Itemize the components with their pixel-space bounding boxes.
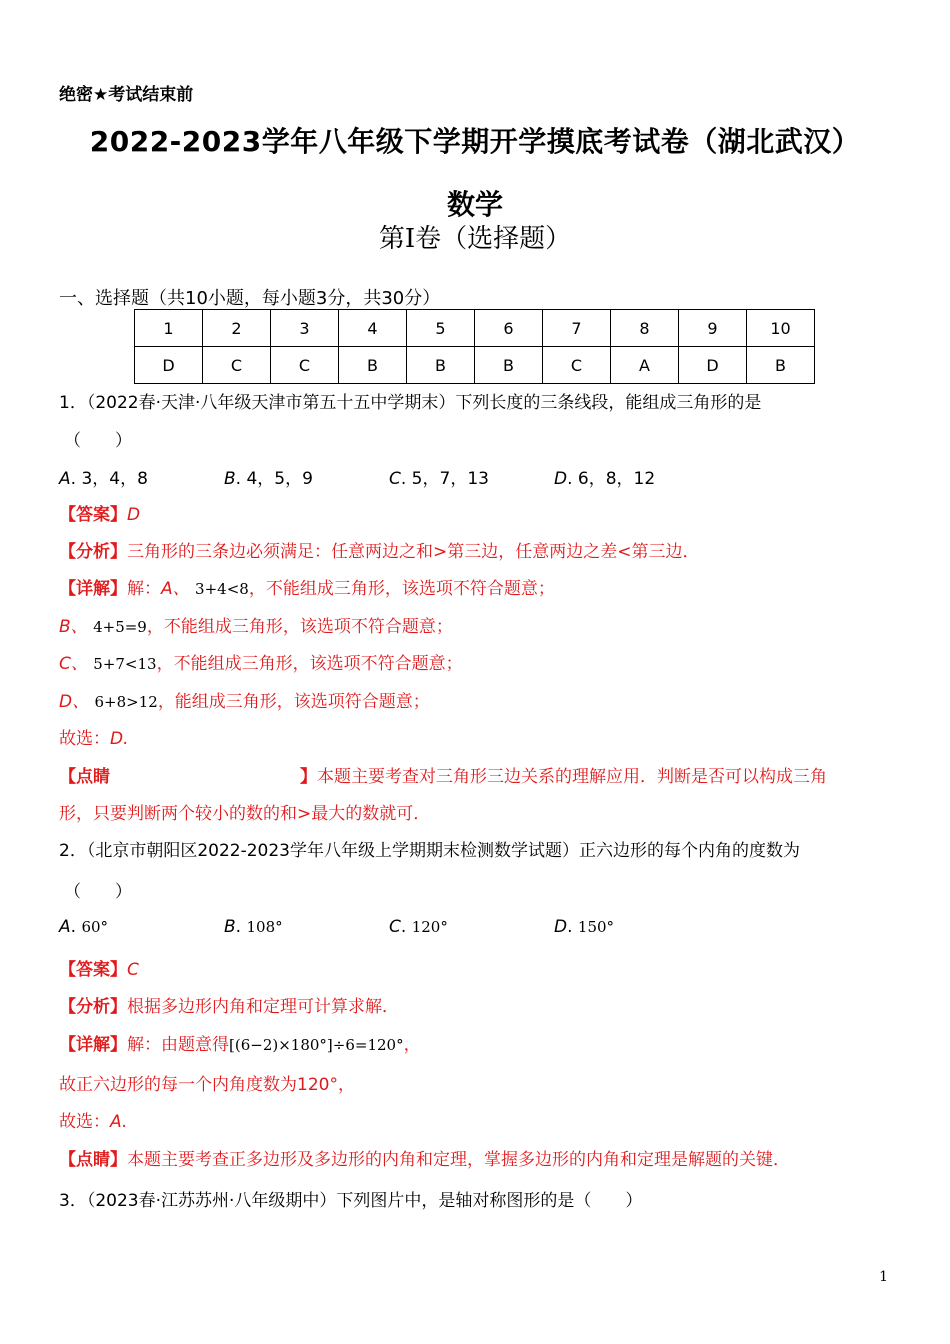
q2-option-a: A. 60° bbox=[59, 917, 109, 937]
q2-analysis bbox=[59, 992, 399, 1017]
answer-value: D bbox=[127, 505, 141, 525]
q1-option-c bbox=[389, 464, 489, 489]
comment-label-close: 】 bbox=[300, 767, 317, 787]
answer-label: 【答案】 bbox=[59, 505, 127, 525]
table-cell: B bbox=[475, 347, 543, 384]
detail-math: [(6−2)×180°]÷6=120° bbox=[229, 1036, 404, 1054]
option-letter: B bbox=[224, 917, 236, 937]
option-text: 60° bbox=[81, 918, 109, 936]
detail-letter: A、 bbox=[161, 579, 190, 599]
q2-answer bbox=[59, 955, 139, 980]
option-letter: C bbox=[389, 469, 401, 489]
exam-title: 2022-2023学年八年级下学期开学摸底考试卷（湖北武汉） bbox=[89, 125, 861, 158]
option-text: . 3，4，8 bbox=[70, 469, 148, 489]
q2-paren: （ ） bbox=[64, 882, 132, 902]
q1-option-b bbox=[224, 464, 313, 489]
table-cell: D bbox=[135, 347, 203, 384]
subject-title: 数学 bbox=[446, 188, 503, 221]
secret-label: 绝密★考试结束前 bbox=[59, 85, 194, 105]
analysis-label: 【分析】 bbox=[59, 542, 127, 562]
detail-math: 6+8>12 bbox=[94, 693, 158, 711]
q1-option-a bbox=[59, 464, 148, 489]
option-letter: A bbox=[59, 469, 71, 489]
detail-math: 4+5=9 bbox=[93, 618, 147, 636]
answer-table-answers-row bbox=[135, 347, 815, 384]
option-text: 150° bbox=[577, 918, 615, 936]
q2-detail-line2: 故正六边形的每一个内角度数为120°， bbox=[59, 1075, 355, 1095]
answer-value: C bbox=[127, 960, 139, 980]
table-cell: 5 bbox=[407, 310, 475, 347]
q2-stem: 2．（北京市朝阳区2022-2023学年八年级上学期期末检测数学试题）正六边形的每个内角的度数为 bbox=[59, 841, 800, 861]
table-cell: 2 bbox=[203, 310, 271, 347]
q2-option-c: C. 120° bbox=[389, 917, 448, 937]
analysis-text: 三角形的三条边必须满足：任意两边之和>第三边，任意两边之差<第三边． bbox=[127, 542, 700, 562]
detail-jie: 解： bbox=[127, 579, 161, 599]
analysis-text: 根据多边形内角和定理可计算求解． bbox=[127, 997, 399, 1017]
table-cell: 4 bbox=[339, 310, 407, 347]
q1-option-d bbox=[554, 464, 655, 489]
q1-detail-a bbox=[59, 574, 555, 599]
table-cell: B bbox=[407, 347, 475, 384]
q1-comment-line2: 形，只要判断两个较小的数的和>最大的数就可． bbox=[59, 804, 431, 824]
detail-label: 【详解】 bbox=[59, 579, 127, 599]
table-cell: A bbox=[611, 347, 679, 384]
detail-jie: 解： bbox=[127, 1035, 161, 1055]
comment-text: 本题主要考查对三角形三边关系的理解应用．判断是否可以构成三角 bbox=[317, 767, 827, 787]
option-text: 120° bbox=[411, 918, 448, 936]
option-letter: C bbox=[389, 917, 401, 937]
q1-stem: 1．（2022春·天津·八年级天津市第五十五中学期末）下列长度的三条线段，能组成三角形的是 bbox=[59, 393, 762, 413]
table-cell: 7 bbox=[543, 310, 611, 347]
table-cell: 8 bbox=[611, 310, 679, 347]
option-text: . 4，5，9 bbox=[235, 469, 313, 489]
detail-text: ，不能组成三角形，该选项不符合题意； bbox=[146, 617, 453, 637]
table-cell: B bbox=[339, 347, 407, 384]
table-cell: 6 bbox=[475, 310, 543, 347]
table-cell: 10 bbox=[747, 310, 815, 347]
detail-prefix: 由题意得 bbox=[161, 1035, 229, 1055]
q2-detail bbox=[59, 1030, 421, 1055]
answer-table bbox=[134, 309, 815, 384]
table-cell: C bbox=[543, 347, 611, 384]
analysis-label: 【分析】 bbox=[59, 997, 127, 1017]
comment-label: 【点睛】 bbox=[59, 1150, 127, 1170]
q1-detail-c bbox=[59, 649, 463, 674]
q2-option-d: D. 150° bbox=[554, 917, 615, 937]
detail-math: 3+4<8 bbox=[195, 580, 249, 598]
option-letter: A bbox=[59, 917, 71, 937]
table-cell: C bbox=[271, 347, 339, 384]
detail-suffix: ， bbox=[403, 1035, 421, 1055]
table-cell: C bbox=[203, 347, 271, 384]
choose-value: A. bbox=[110, 1112, 128, 1132]
option-letter: B bbox=[224, 469, 236, 489]
q2-option-b: B. 108° bbox=[224, 917, 283, 937]
comment-label: 【点睛 bbox=[59, 767, 110, 787]
detail-text: ，不能组成三角形，该选项不符合题意； bbox=[156, 654, 463, 674]
q2-comment bbox=[59, 1145, 790, 1170]
section-heading: 一、选择题（共10小题，每小题3分，共30分） bbox=[59, 288, 441, 309]
q1-detail-b bbox=[59, 612, 453, 637]
detail-label: 【详解】 bbox=[59, 1035, 127, 1055]
table-cell: B bbox=[747, 347, 815, 384]
q1-answer bbox=[59, 500, 140, 525]
option-text: 108° bbox=[246, 918, 283, 936]
q3-stem: 3．（2023春·江苏苏州·八年级期中）下列图片中，是轴对称图形的是（ ） bbox=[59, 1191, 643, 1211]
table-cell: 3 bbox=[271, 310, 339, 347]
detail-text: ，不能组成三角形，该选项不符合题意； bbox=[248, 579, 555, 599]
q1-analysis bbox=[59, 537, 700, 562]
q1-choose bbox=[59, 724, 129, 749]
answer-label: 【答案】 bbox=[59, 960, 127, 980]
choose-label: 故选： bbox=[59, 1112, 110, 1132]
volume-title: 第Ⅰ卷（选择题） bbox=[378, 224, 572, 254]
table-cell: 9 bbox=[679, 310, 747, 347]
option-letter: D bbox=[554, 469, 568, 489]
choose-value: D. bbox=[110, 729, 129, 749]
option-text: . 5，7，13 bbox=[400, 469, 489, 489]
q1-comment-line1 bbox=[59, 762, 827, 787]
detail-letter: C、 bbox=[59, 654, 88, 674]
page-number: 1 bbox=[879, 1269, 888, 1285]
detail-math: 5+7<13 bbox=[93, 655, 157, 673]
choose-label: 故选： bbox=[59, 729, 110, 749]
table-cell: D bbox=[679, 347, 747, 384]
detail-text: ，能组成三角形，该选项符合题意； bbox=[157, 692, 430, 712]
q2-choose bbox=[59, 1107, 127, 1132]
option-letter: D bbox=[554, 917, 568, 937]
option-text: . 6，8，12 bbox=[567, 469, 656, 489]
q1-paren: （ ） bbox=[64, 431, 132, 451]
detail-letter: D、 bbox=[59, 692, 90, 712]
comment-text: 本题主要考查正多边形及多边形的内角和定理，掌握多边形的内角和定理是解题的关键． bbox=[127, 1150, 790, 1170]
q1-detail-d bbox=[59, 687, 430, 712]
detail-letter: B、 bbox=[59, 617, 88, 637]
answer-table-numbers-row bbox=[135, 310, 815, 347]
table-cell: 1 bbox=[135, 310, 203, 347]
